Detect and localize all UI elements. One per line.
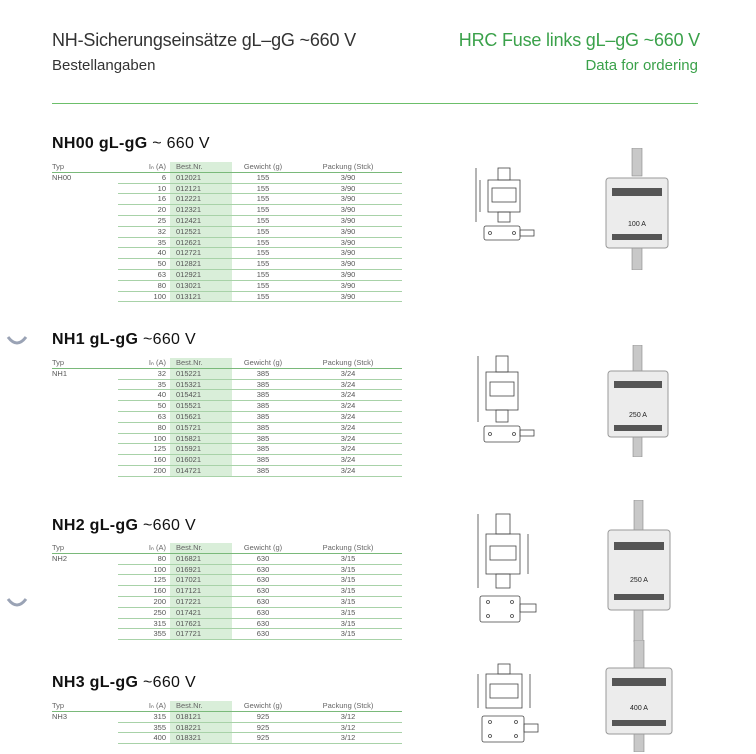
cell-current: 40 xyxy=(118,248,170,259)
cell-weight: 630 xyxy=(232,586,294,597)
table-row xyxy=(52,465,402,476)
cell-typ xyxy=(52,433,118,444)
cell-packing: 3/24 xyxy=(294,465,402,476)
cell-weight: 385 xyxy=(232,422,294,433)
cell-order-no: 016021 xyxy=(170,455,232,466)
cell-current: 63 xyxy=(118,269,170,280)
cell-packing: 3/90 xyxy=(294,215,402,226)
cell-typ xyxy=(52,280,118,291)
cell-typ xyxy=(52,401,118,412)
fuse-table-nh00 xyxy=(52,162,402,302)
cell-packing: 3/24 xyxy=(294,368,402,379)
cell-order-no: 016821 xyxy=(170,553,232,564)
cell-typ xyxy=(52,444,118,455)
cell-order-no: 015421 xyxy=(170,390,232,401)
cell-order-no: 017621 xyxy=(170,618,232,629)
cell-weight: 155 xyxy=(232,269,294,280)
cell-packing: 3/12 xyxy=(294,733,402,744)
cell-current: 32 xyxy=(118,368,170,379)
table-row xyxy=(52,733,402,744)
table-row xyxy=(52,401,402,412)
fuse-rating-label: 250 A xyxy=(630,577,648,584)
table-row xyxy=(52,368,402,379)
cell-typ xyxy=(52,586,118,597)
table-row xyxy=(52,379,402,390)
cell-order-no: 017421 xyxy=(170,607,232,618)
table-row xyxy=(52,433,402,444)
cell-order-no: 015321 xyxy=(170,379,232,390)
cell-typ xyxy=(52,269,118,280)
table-row xyxy=(52,172,402,183)
cell-current: 100 xyxy=(118,564,170,575)
cell-current: 160 xyxy=(118,586,170,597)
cell-packing: 3/90 xyxy=(294,194,402,205)
cell-weight: 155 xyxy=(232,248,294,259)
binder-hole-icon xyxy=(6,597,28,609)
cell-order-no: 012521 xyxy=(170,226,232,237)
cell-packing: 3/15 xyxy=(294,575,402,586)
cell-order-no: 012921 xyxy=(170,269,232,280)
cell-weight: 630 xyxy=(232,629,294,640)
cell-weight: 630 xyxy=(232,596,294,607)
dimension-drawing-nh1 xyxy=(470,352,550,447)
cell-typ xyxy=(52,390,118,401)
cell-current: 200 xyxy=(118,596,170,607)
table-row xyxy=(52,575,402,586)
col-typ: Typ xyxy=(52,162,118,172)
cell-current: 315 xyxy=(118,711,170,722)
table-row xyxy=(52,629,402,640)
cell-typ xyxy=(52,607,118,618)
subtitle-english: Data for ordering xyxy=(585,57,698,74)
table-header xyxy=(52,358,402,368)
fuse-photo-nh00 xyxy=(598,148,678,270)
cell-current: 100 xyxy=(118,433,170,444)
cell-weight: 155 xyxy=(232,280,294,291)
cell-order-no: 018221 xyxy=(170,722,232,733)
cell-order-no: 018321 xyxy=(170,733,232,744)
cell-current: 125 xyxy=(118,575,170,586)
cell-current: 400 xyxy=(118,733,170,744)
table-row xyxy=(52,269,402,280)
fuse-table-nh2 xyxy=(52,543,402,640)
cell-packing: 3/90 xyxy=(294,248,402,259)
cell-weight: 385 xyxy=(232,465,294,476)
cell-order-no: 015521 xyxy=(170,401,232,412)
cell-typ xyxy=(52,465,118,476)
cell-order-no: 012321 xyxy=(170,205,232,216)
section-name: NH2 gL-gG xyxy=(52,517,139,534)
col-weight: Gewicht (g) xyxy=(232,162,294,172)
cell-current: 80 xyxy=(118,280,170,291)
cell-order-no: 017721 xyxy=(170,629,232,640)
cell-packing: 3/90 xyxy=(294,280,402,291)
col-current: Iₙ (A) xyxy=(118,162,170,172)
col-packing: Packung (Stck) xyxy=(294,543,402,553)
cell-typ xyxy=(52,379,118,390)
cell-weight: 155 xyxy=(232,291,294,302)
cell-typ xyxy=(52,226,118,237)
cell-current: 200 xyxy=(118,465,170,476)
table-row xyxy=(52,259,402,270)
table-row xyxy=(52,596,402,607)
section-name: NH1 gL-gG xyxy=(52,331,139,348)
col-order-no: Best.Nr. xyxy=(170,162,232,172)
col-typ: Typ xyxy=(52,701,118,711)
table-row xyxy=(52,711,402,722)
cell-order-no: 015821 xyxy=(170,433,232,444)
cell-weight: 155 xyxy=(232,183,294,194)
cell-weight: 925 xyxy=(232,711,294,722)
cell-typ xyxy=(52,259,118,270)
table-row xyxy=(52,237,402,248)
col-weight: Gewicht (g) xyxy=(232,543,294,553)
cell-current: 63 xyxy=(118,411,170,422)
table-row xyxy=(52,390,402,401)
fuse-photo-nh3 xyxy=(598,640,682,752)
cell-order-no: 012121 xyxy=(170,183,232,194)
cell-weight: 385 xyxy=(232,379,294,390)
col-order-no: Best.Nr. xyxy=(170,701,232,711)
cell-order-no: 018121 xyxy=(170,711,232,722)
section-title-nh1 xyxy=(52,331,196,349)
cell-packing: 3/90 xyxy=(294,269,402,280)
cell-current: 16 xyxy=(118,194,170,205)
col-typ: Typ xyxy=(52,358,118,368)
cell-order-no: 014721 xyxy=(170,465,232,476)
cell-order-no: 013121 xyxy=(170,291,232,302)
cell-packing: 3/12 xyxy=(294,722,402,733)
cell-weight: 385 xyxy=(232,390,294,401)
cell-current: 250 xyxy=(118,607,170,618)
table-row xyxy=(52,194,402,205)
table-row xyxy=(52,586,402,597)
cell-packing: 3/15 xyxy=(294,596,402,607)
fuse-photo-nh2 xyxy=(598,500,678,642)
cell-order-no: 012221 xyxy=(170,194,232,205)
cell-current: 50 xyxy=(118,401,170,412)
table-row xyxy=(52,205,402,216)
cell-typ: NH3 xyxy=(52,712,68,722)
cell-weight: 155 xyxy=(232,205,294,216)
table-row xyxy=(52,553,402,564)
table-row xyxy=(52,183,402,194)
section-title-nh00 xyxy=(52,135,210,153)
cell-typ xyxy=(52,237,118,248)
subtitle-german: Bestellangaben xyxy=(52,57,156,74)
cell-packing: 3/15 xyxy=(294,629,402,640)
cell-typ xyxy=(52,733,118,744)
cell-packing: 3/90 xyxy=(294,183,402,194)
cell-current: 100 xyxy=(118,291,170,302)
cell-packing: 3/90 xyxy=(294,259,402,270)
cell-weight: 385 xyxy=(232,411,294,422)
cell-current: 25 xyxy=(118,215,170,226)
col-packing: Packung (Stck) xyxy=(294,358,402,368)
col-order-no: Best.Nr. xyxy=(170,543,232,553)
cell-typ xyxy=(52,291,118,302)
col-packing: Packung (Stck) xyxy=(294,701,402,711)
cell-weight: 630 xyxy=(232,607,294,618)
cell-packing: 3/15 xyxy=(294,553,402,564)
cell-weight: 155 xyxy=(232,194,294,205)
cell-packing: 3/90 xyxy=(294,291,402,302)
cell-typ xyxy=(52,618,118,629)
section-title-nh3 xyxy=(52,674,196,692)
cell-packing: 3/24 xyxy=(294,401,402,412)
cell-weight: 155 xyxy=(232,226,294,237)
title-english: HRC Fuse links gL–gG ~660 V xyxy=(458,30,700,50)
cell-typ xyxy=(52,194,118,205)
header-divider xyxy=(52,103,698,104)
table-row xyxy=(52,280,402,291)
cell-weight: 155 xyxy=(232,237,294,248)
table-row xyxy=(52,422,402,433)
binder-hole-icon xyxy=(6,335,28,347)
cell-packing: 3/12 xyxy=(294,711,402,722)
section-name: NH00 gL-gG xyxy=(52,135,148,152)
cell-current: 80 xyxy=(118,553,170,564)
table-row xyxy=(52,455,402,466)
cell-weight: 155 xyxy=(232,259,294,270)
cell-current: 160 xyxy=(118,455,170,466)
table-header xyxy=(52,543,402,553)
cell-typ xyxy=(52,183,118,194)
cell-order-no: 015221 xyxy=(170,368,232,379)
cell-current: 20 xyxy=(118,205,170,216)
cell-order-no: 012721 xyxy=(170,248,232,259)
cell-current: 32 xyxy=(118,226,170,237)
cell-current: 355 xyxy=(118,629,170,640)
cell-weight: 630 xyxy=(232,553,294,564)
cell-weight: 925 xyxy=(232,733,294,744)
cell-packing: 3/90 xyxy=(294,172,402,183)
cell-typ xyxy=(52,596,118,607)
cell-current: 50 xyxy=(118,259,170,270)
cell-weight: 925 xyxy=(232,722,294,733)
cell-weight: 630 xyxy=(232,575,294,586)
table-row xyxy=(52,722,402,733)
cell-current: 10 xyxy=(118,183,170,194)
table-row xyxy=(52,444,402,455)
fuse-table-nh3 xyxy=(52,701,402,744)
table-row xyxy=(52,607,402,618)
cell-typ xyxy=(52,205,118,216)
col-weight: Gewicht (g) xyxy=(232,358,294,368)
cell-packing: 3/15 xyxy=(294,586,402,597)
title-german: NH-Sicherungseinsätze gL–gG ~660 V xyxy=(52,30,356,50)
cell-current: 355 xyxy=(118,722,170,733)
section-voltage: ~660 V xyxy=(143,517,196,534)
cell-typ xyxy=(52,629,118,640)
section-title-nh2 xyxy=(52,517,196,535)
cell-packing: 3/90 xyxy=(294,226,402,237)
cell-typ xyxy=(52,411,118,422)
cell-current: 40 xyxy=(118,390,170,401)
dimension-drawing-nh2 xyxy=(470,510,550,640)
cell-packing: 3/15 xyxy=(294,618,402,629)
cell-order-no: 012621 xyxy=(170,237,232,248)
cell-packing: 3/24 xyxy=(294,390,402,401)
cell-typ: NH00 xyxy=(52,173,72,183)
col-order-no: Best.Nr. xyxy=(170,358,232,368)
cell-order-no: 015621 xyxy=(170,411,232,422)
fuse-rating-label: 250 A xyxy=(629,412,647,419)
cell-typ: NH1 xyxy=(52,369,68,379)
cell-order-no: 017221 xyxy=(170,596,232,607)
cell-packing: 3/90 xyxy=(294,237,402,248)
table-row xyxy=(52,215,402,226)
table-row xyxy=(52,226,402,237)
col-packing: Packung (Stck) xyxy=(294,162,402,172)
cell-current: 35 xyxy=(118,237,170,248)
cell-order-no: 015721 xyxy=(170,422,232,433)
section-voltage: ~660 V xyxy=(143,331,196,348)
cell-weight: 385 xyxy=(232,401,294,412)
fuse-rating-label: 400 A xyxy=(630,705,648,712)
fuse-table-nh1 xyxy=(52,358,402,477)
cell-packing: 3/24 xyxy=(294,455,402,466)
col-current: Iₙ (A) xyxy=(118,701,170,711)
table-header xyxy=(52,701,402,711)
cell-current: 80 xyxy=(118,422,170,433)
cell-typ xyxy=(52,215,118,226)
cell-packing: 3/24 xyxy=(294,379,402,390)
cell-order-no: 012021 xyxy=(170,172,232,183)
dimension-drawing-nh3 xyxy=(470,660,550,752)
cell-weight: 385 xyxy=(232,455,294,466)
cell-packing: 3/90 xyxy=(294,205,402,216)
cell-order-no: 013021 xyxy=(170,280,232,291)
cell-order-no: 017021 xyxy=(170,575,232,586)
cell-current: 35 xyxy=(118,379,170,390)
cell-weight: 630 xyxy=(232,564,294,575)
cell-typ xyxy=(52,455,118,466)
cell-order-no: 012821 xyxy=(170,259,232,270)
cell-packing: 3/24 xyxy=(294,422,402,433)
cell-weight: 630 xyxy=(232,618,294,629)
table-header xyxy=(52,162,402,172)
section-voltage: ~660 V xyxy=(143,674,196,691)
table-row xyxy=(52,411,402,422)
cell-typ xyxy=(52,575,118,586)
cell-typ xyxy=(52,422,118,433)
table-row xyxy=(52,291,402,302)
fuse-rating-label: 100 A xyxy=(628,221,646,228)
fuse-photo-nh1 xyxy=(598,345,678,457)
cell-current: 125 xyxy=(118,444,170,455)
cell-weight: 385 xyxy=(232,433,294,444)
cell-current: 6 xyxy=(118,172,170,183)
cell-weight: 385 xyxy=(232,368,294,379)
cell-packing: 3/15 xyxy=(294,607,402,618)
table-row xyxy=(52,618,402,629)
cell-order-no: 015921 xyxy=(170,444,232,455)
col-typ: Typ xyxy=(52,543,118,553)
dimension-drawing-nh00 xyxy=(470,160,550,250)
cell-order-no: 012421 xyxy=(170,215,232,226)
cell-weight: 155 xyxy=(232,215,294,226)
col-weight: Gewicht (g) xyxy=(232,701,294,711)
cell-packing: 3/24 xyxy=(294,433,402,444)
cell-packing: 3/15 xyxy=(294,564,402,575)
cell-packing: 3/24 xyxy=(294,411,402,422)
section-name: NH3 gL-gG xyxy=(52,674,139,691)
cell-typ: NH2 xyxy=(52,554,68,564)
cell-weight: 385 xyxy=(232,444,294,455)
table-row xyxy=(52,248,402,259)
cell-packing: 3/24 xyxy=(294,444,402,455)
col-current: Iₙ (A) xyxy=(118,543,170,553)
section-voltage: ~ 660 V xyxy=(152,135,210,152)
cell-weight: 155 xyxy=(232,172,294,183)
cell-current: 315 xyxy=(118,618,170,629)
cell-typ xyxy=(52,564,118,575)
cell-order-no: 017121 xyxy=(170,586,232,597)
cell-typ xyxy=(52,722,118,733)
table-row xyxy=(52,564,402,575)
col-current: Iₙ (A) xyxy=(118,358,170,368)
cell-order-no: 016921 xyxy=(170,564,232,575)
cell-typ xyxy=(52,248,118,259)
